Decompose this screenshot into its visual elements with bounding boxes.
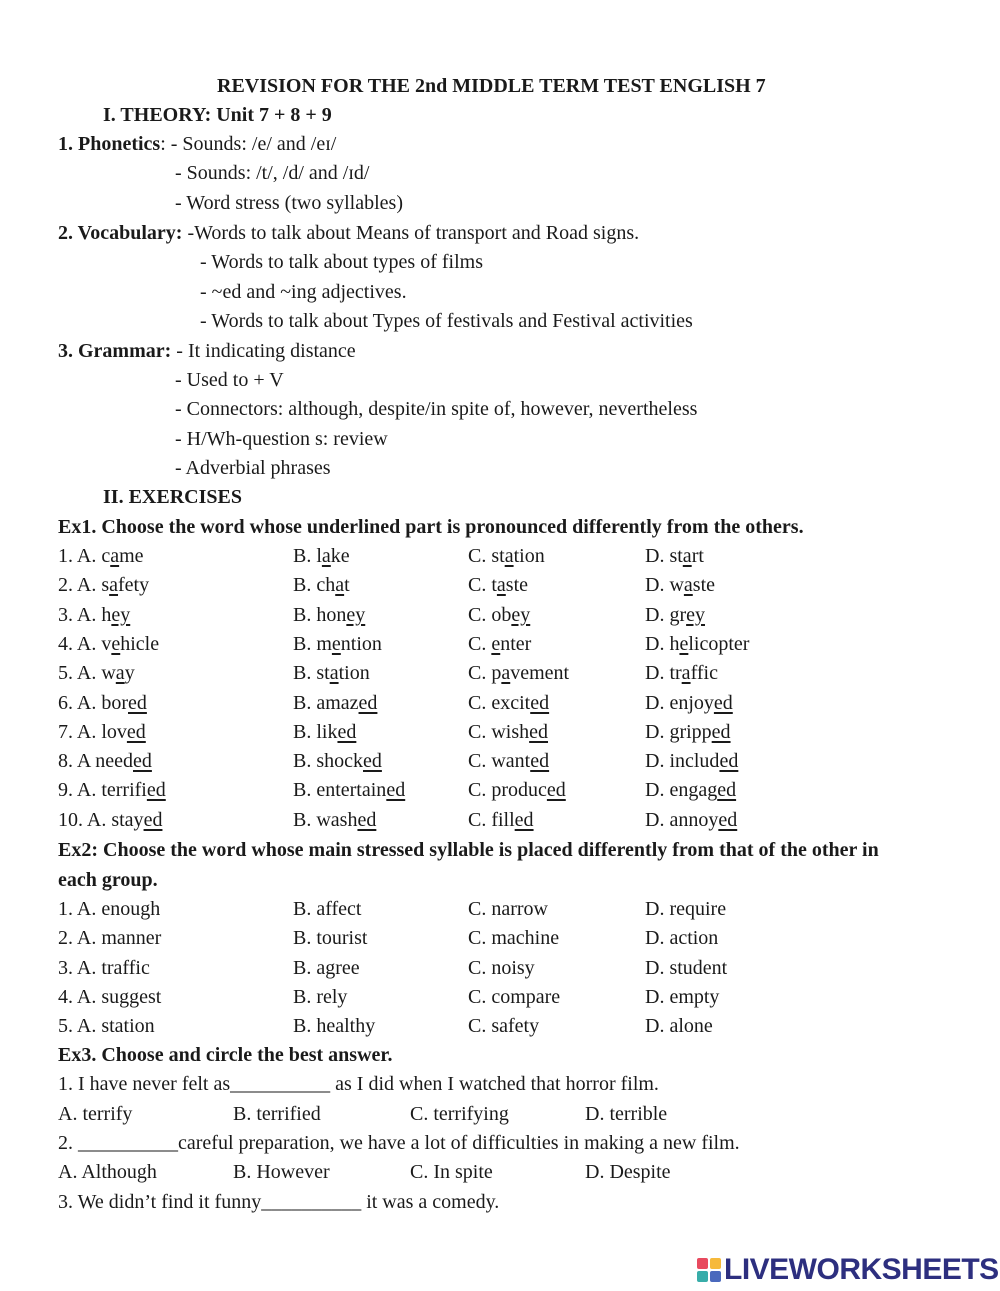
ex3-q1-option-a: A. terrify [58, 1103, 133, 1125]
ex1-option: B. honey [293, 604, 366, 626]
ex1-option: C. enter [468, 633, 532, 655]
ex1-option: 10. A. stayed [58, 809, 163, 831]
ex1-option: B. liked [293, 721, 357, 743]
ex3-question-2: 2. __________careful preparation, we have a lot of difficulties in making a new film. [58, 1132, 740, 1154]
ex1-option: C. excited [468, 692, 550, 714]
ex2-instruction-cont: each group. [58, 869, 158, 891]
exercises-heading: II. EXERCISES [103, 486, 242, 508]
ex1-option: 9. A. terrified [58, 779, 166, 801]
ex1-option: D. waste [645, 574, 715, 596]
ex2-option: D. action [645, 927, 719, 949]
ex3-question-1: 1. I have never felt as__________ as I did when I watched that horror film. [58, 1073, 659, 1095]
ex2-option: C. compare [468, 986, 561, 1008]
ex1-option: B. lake [293, 545, 350, 567]
ex1-option: 5. A. way [58, 662, 135, 684]
ex1-option: C. wished [468, 721, 549, 743]
ex1-option: 6. A. bored [58, 692, 147, 714]
ex2-option: 4. A. suggest [58, 986, 162, 1008]
ex3-q2-option-a: A. Although [58, 1161, 157, 1183]
ex3-q1-option-c: C. terrifying [410, 1103, 509, 1125]
ex1-option: B. shocked [293, 750, 382, 772]
ex1-option: B. station [293, 662, 370, 684]
liveworksheets-mark-icon [697, 1258, 721, 1282]
ex2-option: C. machine [468, 927, 560, 949]
vocabulary-item: - Words to talk about types of films [200, 251, 483, 273]
ex1-option: C. pavement [468, 662, 570, 684]
vocabulary-item: - ~ed and ~ing adjectives. [200, 281, 407, 303]
ex1-option: B. entertained [293, 779, 406, 801]
ex1-option: D. enjoyed [645, 692, 733, 714]
ex2-option: B. rely [293, 986, 348, 1008]
grammar-item: - H/Wh-question s: review [175, 428, 388, 450]
ex3-question-3: 3. We didn’t find it funny__________ it was a comedy. [58, 1191, 500, 1213]
vocabulary-line: 2. Vocabulary: -Words to talk about Means of transport and Road signs. [58, 222, 640, 244]
ex1-option: B. washed [293, 809, 377, 831]
phonetics-line: 1. Phonetics: - Sounds: /e/ and /eɪ/ [58, 133, 337, 155]
ex3-q1-option-d: D. terrible [585, 1103, 668, 1125]
ex1-option: C. wanted [468, 750, 550, 772]
ex1-option: 8. A needed [58, 750, 152, 772]
theory-heading: I. THEORY: Unit 7 + 8 + 9 [103, 104, 332, 126]
ex3-instruction: Ex3. Choose and circle the best answer. [58, 1044, 393, 1066]
ex2-option: C. noisy [468, 957, 535, 979]
grammar-item: - Used to + V [175, 369, 284, 391]
phonetics-item: - Word stress (two syllables) [175, 192, 403, 214]
ex1-option: 1. A. came [58, 545, 144, 567]
ex1-instruction: Ex1. Choose the word whose underlined part is pronounced differently from the others. [58, 516, 804, 538]
liveworksheets-logo [697, 1255, 999, 1285]
ex1-option: C. filled [468, 809, 534, 831]
ex1-option: D. traffic [645, 662, 718, 684]
liveworksheets-brand: LIVEWORKSHEETS [724, 1253, 999, 1286]
ex1-option: D. grey [645, 604, 705, 626]
grammar-line: 3. Grammar: - It indicating distance [58, 340, 356, 362]
ex2-instruction: Ex2: Choose the word whose main stressed syllable is placed differently from that of the other in [58, 839, 879, 861]
ex2-option: D. alone [645, 1015, 713, 1037]
ex1-option: D. gripped [645, 721, 731, 743]
ex1-option: D. start [645, 545, 704, 567]
grammar-item: - Connectors: although, despite/in spite of, however, nevertheless [175, 398, 698, 420]
ex3-q2-option-c: C. In spite [410, 1161, 493, 1183]
ex2-option: B. tourist [293, 927, 368, 949]
ex3-q2-option-b: B. However [233, 1161, 330, 1183]
grammar-item: - Adverbial phrases [175, 457, 331, 479]
ex2-option: 3. A. traffic [58, 957, 150, 979]
ex3-q1-option-b: B. terrified [233, 1103, 321, 1125]
ex1-option: C. obey [468, 604, 531, 626]
ex1-option: B. chat [293, 574, 350, 596]
ex1-option: D. annoyed [645, 809, 738, 831]
ex2-option: 5. A. station [58, 1015, 155, 1037]
ex1-option: D. included [645, 750, 739, 772]
ex1-option: B. amazed [293, 692, 378, 714]
vocabulary-item: - Words to talk about Types of festivals and Festival activities [200, 310, 693, 332]
ex3-q2-option-d: D. Despite [585, 1161, 671, 1183]
ex2-option: D. require [645, 898, 727, 920]
ex1-option: C. taste [468, 574, 529, 596]
ex1-option: C. station [468, 545, 545, 567]
ex1-option: 2. A. safety [58, 574, 150, 596]
ex1-option: C. produced [468, 779, 566, 801]
ex2-option: B. healthy [293, 1015, 376, 1037]
ex2-option: D. empty [645, 986, 720, 1008]
ex2-option: 2. A. manner [58, 927, 162, 949]
ex2-option: B. affect [293, 898, 362, 920]
ex1-option: 3. A. hey [58, 604, 131, 626]
ex1-option: 4. A. vehicle [58, 633, 160, 655]
document-title: REVISION FOR THE 2nd MIDDLE TERM TEST ENGLISH 7 [217, 75, 766, 97]
ex2-option: B. agree [293, 957, 360, 979]
phonetics-item: - Sounds: /t/, /d/ and /ɪd/ [175, 162, 370, 184]
ex1-option: 7. A. loved [58, 721, 146, 743]
ex2-option: 1. A. enough [58, 898, 161, 920]
ex2-option: C. safety [468, 1015, 540, 1037]
ex2-option: D. student [645, 957, 728, 979]
ex1-option: D. engaged [645, 779, 737, 801]
ex1-option: D. helicopter [645, 633, 750, 655]
ex2-option: C. narrow [468, 898, 548, 920]
ex1-option: B. mention [293, 633, 382, 655]
